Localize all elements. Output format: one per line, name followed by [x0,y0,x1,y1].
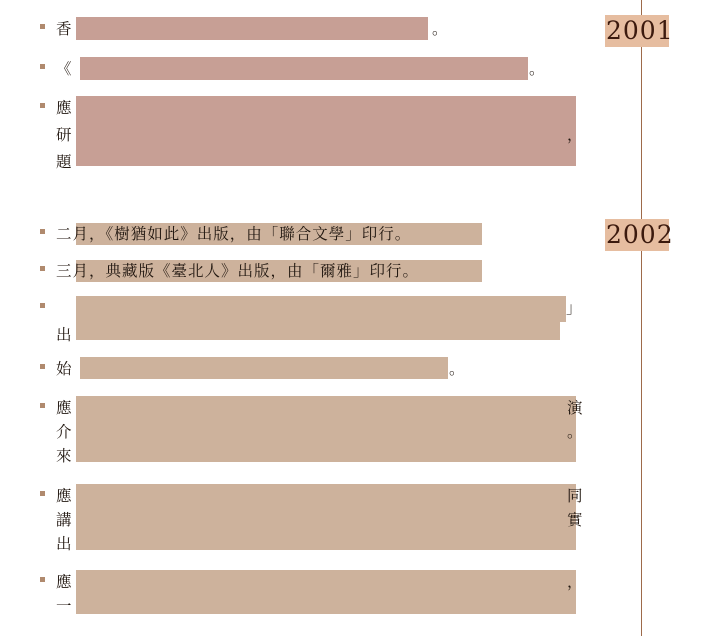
redaction-block [76,296,566,322]
bullet-icon [40,103,45,108]
entry-visible-line-2: 研 [56,126,73,144]
bullet-icon [40,303,45,308]
entry-text: 三月，典藏版《臺北人》出版，由「爾雅」印行。 [56,262,420,280]
redaction-block [76,322,560,340]
redaction-block [76,17,428,40]
entry-line-tail: 。 [567,423,583,441]
entry-visible-line-1: 應 [56,573,73,591]
bullet-icon [40,266,45,271]
redaction-block [76,396,576,462]
entry-visible-suffix: 。 [529,60,545,78]
entry-visible-line-3: 來 [56,447,73,465]
redaction-block [76,96,576,166]
entry-visible-prefix: 始 [56,360,73,378]
bullet-icon [40,403,45,408]
entry-visible-line-3: 出 [56,535,73,553]
year-marker-2002: 2002 [606,220,674,249]
redaction-block [76,570,576,614]
entry-text: 二月，《樹猶如此》出版，由「聯合文學」印行。 [56,225,412,243]
bullet-icon [40,64,45,69]
entry-visible-suffix: 。 [432,20,448,38]
bullet-icon [40,229,45,234]
entry-visible-line-1: 應 [56,487,73,505]
bullet-icon [40,577,45,582]
entry-visible-line-2: 介 [56,423,73,441]
entry-visible-prefix: 香 [56,20,73,38]
bullet-icon [40,24,45,29]
redaction-block [76,484,576,550]
year-marker-2001: 2001 [606,16,674,45]
redaction-block [80,57,528,80]
redaction-block [80,357,448,379]
entry-visible-prefix: 《 [56,60,73,78]
entry-line-tail: ， [567,573,583,591]
entry-visible-line-2: 講 [56,511,73,529]
bullet-icon [40,491,45,496]
entry-visible-line-1: 應 [56,99,73,117]
entry-line-tail: ， [567,126,583,144]
entry-visible-suffix: 。 [449,360,465,378]
entry-line-tail: 同 [567,487,583,505]
entry-visible-line-1: 應 [56,399,73,417]
entry-visible-line-2: 一 [56,597,73,615]
entry-visible-line-2: 出 [56,326,73,344]
bullet-icon [40,364,45,369]
entry-visible-line-3: 題 [56,153,73,171]
entry-line-tail: 實 [567,511,583,529]
entry-line-tail: 演 [567,399,583,417]
timeline-vertical-rule [641,0,642,636]
entry-line-tail: 」 [566,299,582,317]
